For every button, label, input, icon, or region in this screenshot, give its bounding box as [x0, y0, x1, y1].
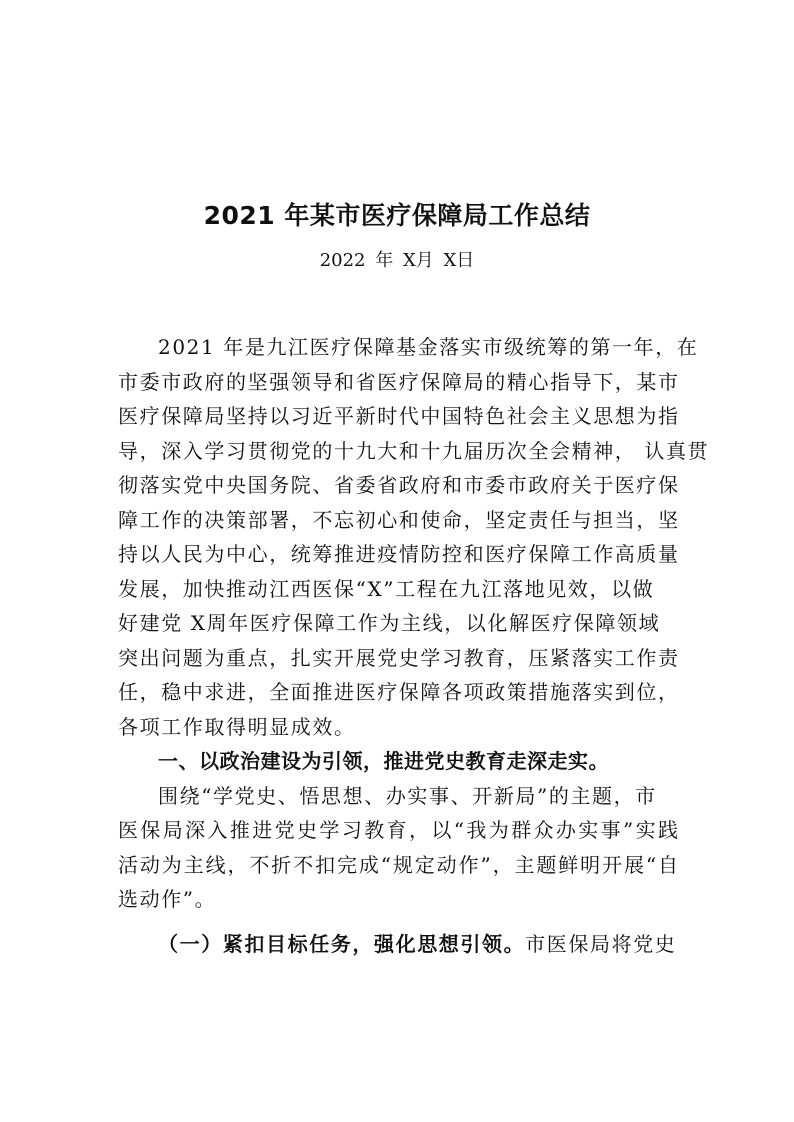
- section-heading: 一、以政治建设为引领，推进党史教育走深走实。: [158, 749, 609, 773]
- paragraph-line: 选动作”。: [118, 887, 217, 911]
- document-title: 2021 年某市医疗保障局工作总结: [203, 201, 591, 230]
- subsection-text: 市医保局将党史: [525, 931, 677, 956]
- paragraph-line: 医疗保障局坚持以习近平新时代中国特色社会主义思想为指: [118, 404, 678, 428]
- paragraph-line: 障工作的决策部署，不忘初心和使命，坚定责任与担当，坚: [118, 507, 678, 532]
- paragraph-line: 医保局深入推进党史学习教育，以“我为群众办实事”实践: [118, 818, 678, 842]
- paragraph-line: 好建党 X周年医疗保障工作为主线，以化解医疗保障领域: [118, 611, 661, 635]
- paragraph-line: 围绕“学党史、悟思想、办实事、开新局”的主题，市: [158, 783, 657, 808]
- paragraph-line: 市委市政府的坚强领导和省医疗保障局的精心指导下，某市: [118, 369, 678, 394]
- subsection-line: [118, 927, 678, 962]
- document-body: [118, 330, 710, 961]
- paragraph-line: 活动为主线，不折不扣完成“规定动作”，主题鲜明开展“自: [118, 852, 678, 877]
- subsection-heading: （一）紧扣目标任务，强化思想引领。: [158, 931, 526, 956]
- paragraph-line: 发展，加快推动江西医保“X”工程在九江落地见效，以做: [118, 576, 655, 601]
- paragraph-line: 任，稳中求进，全面推进医疗保障各项政策措施落实到位，: [118, 680, 678, 704]
- paragraph-line: 持以人民为中心，统筹推进疫情防控和医疗保障工作高质量: [118, 542, 678, 566]
- spacer: [118, 917, 678, 927]
- paragraph-line: 突出问题为重点，扎实开展党史学习教育，压紧落实工作责: [118, 645, 678, 670]
- document-date: 2022 年 X月 X日: [319, 250, 475, 271]
- paragraph-line: 导，深入学习贯彻党的十九大和十九届历次全会精神， 认真贯: [118, 438, 710, 463]
- paragraph-line: 彻落实党中央国务院、省委省政府和市委市政府关于医疗保: [118, 473, 678, 497]
- paragraph-line: 各项工作取得明显成效。: [118, 714, 356, 739]
- paragraph-line: 2021 年是九江医疗保障基金落实市级统筹的第一年，在: [158, 335, 699, 359]
